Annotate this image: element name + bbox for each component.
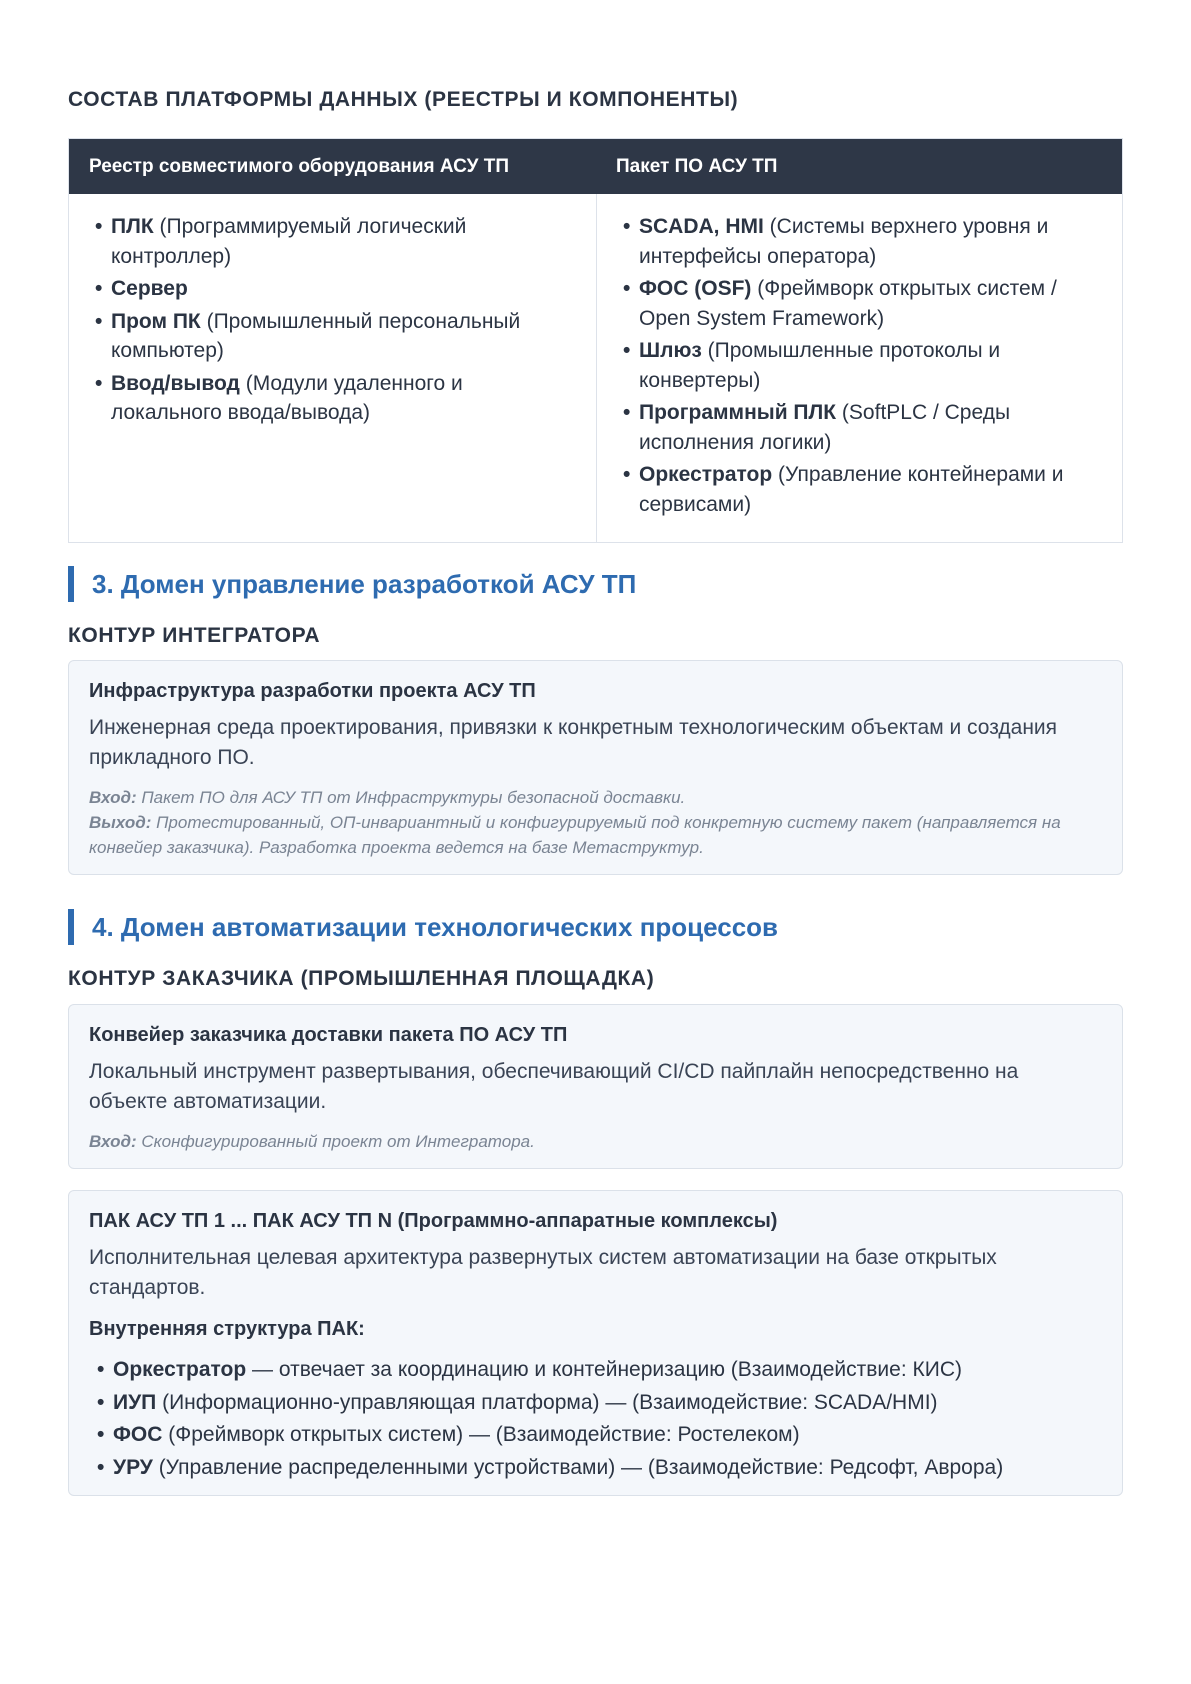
section4-title-block [68,909,1123,945]
list-item: • ФОС (Фреймворк открытых систем) — (Взаимодействие: Ростелеком) [97,1420,1102,1450]
software-list [623,212,1096,519]
software-package-column [596,194,1122,542]
section3-title-block [68,566,1123,602]
card-description: Инженерная среда проектирования, привязки к конкретным технологическим объектам и создания прикладного ПО. [89,716,1058,769]
list-item: • ИУП (Информационно-управляющая платформа) — (Взаимодействие: SCADA/HMI) [97,1388,1102,1418]
list-item: • Оркестратор (Управление контейнерами и сервисами) [623,460,1096,519]
hardware-registry-column [69,194,596,542]
output-label: Выход: [89,813,152,832]
card-description: Исполнительная целевая архитектура развернутых систем автоматизации на базе открытых стандартов. [89,1246,997,1299]
list-item: • ФОС (OSF) (Фреймворк открытых систем / Open System Framework) [623,274,1096,333]
card-input [89,1129,1102,1154]
composition-heading: СОСТАВ ПЛАТФОРМЫ ДАННЫХ (РЕЕСТРЫ И КОМПОНЕНТЫ) [68,88,739,111]
section3-contour-block [68,624,1123,648]
registry-table-header [69,139,1122,194]
dev-infrastructure-card [68,660,1123,875]
list-item: • Сервер [95,274,570,304]
card-description: Локальный инструмент развертывания, обеспечивающий CI/CD пайплайн непосредственно на объекте автоматизации. [89,1060,1019,1113]
hardware-list [95,212,570,428]
list-item: • УРУ (Управление распределенными устройствами) — (Взаимодействие: Редсофт, Аврора) [97,1453,1102,1483]
card-title: ПАК АСУ ТП 1 ... ПАК АСУ ТП N (Программно-аппаратные комплексы) [89,1210,778,1232]
pak-structure-list [89,1355,1102,1482]
output-text: Протестированный, ОП-инвариантный и конфигурируемый под конкретную систему пакет (направляется на конвейер заказчика). Разработка проекта ведется на базе Метаструктур. [89,813,1061,857]
registry-table [68,138,1123,543]
list-item: • Ввод/вывод (Модули удаленного и локального ввода/вывода) [95,369,570,428]
section4-contour-block [68,967,1123,991]
input-label: Вход: [89,1132,137,1151]
list-item: • SCADA, HMI (Системы верхнего уровня и интерфейсы оператора) [623,212,1096,271]
card-input-output [89,785,1102,860]
list-item: • Пром ПК (Промышленный персональный компьютер) [95,307,570,366]
list-item: • Программный ПЛК (SoftPLC / Среды исполнения логики) [623,398,1096,457]
section4-title: 4. Домен автоматизации технологических процессов [68,909,1123,945]
input-label: Вход: [89,788,137,807]
list-item: • ПЛК (Программируемый логический контроллер) [95,212,570,271]
software-package-header: Пакет ПО АСУ ТП [616,155,778,177]
section3-title: 3. Домен управление разработкой АСУ ТП [68,566,1123,602]
hardware-registry-header: Реестр совместимого оборудования АСУ ТП [89,155,509,177]
input-text: Сконфигурированный проект от Интегратора. [136,1132,535,1151]
list-item: • Шлюз (Промышленные протоколы и конвертеры) [623,336,1096,395]
customer-pipeline-card [68,1004,1123,1169]
pak-systems-card [68,1190,1123,1496]
customer-contour-heading: КОНТУР ЗАКАЗЧИКА (ПРОМЫШЛЕННАЯ ПЛОЩАДКА) [68,967,655,990]
input-text: Пакет ПО для АСУ ТП от Инфраструктуры безопасной доставки. [136,788,686,807]
registry-table-body [69,194,1122,542]
composition-heading-block [68,88,1123,112]
list-item: • Оркестратор — отвечает за координацию и контейнеризацию (Взаимодействие: КИС) [97,1355,1102,1385]
card-title: Конвейер заказчика доставки пакета ПО АСУ ТП [89,1024,568,1046]
card-subtitle: Внутренняя структура ПАК: [89,1318,365,1340]
card-title: Инфраструктура разработки проекта АСУ ТП [89,680,536,702]
integrator-contour-heading: КОНТУР ИНТЕГРАТОРА [68,624,321,647]
